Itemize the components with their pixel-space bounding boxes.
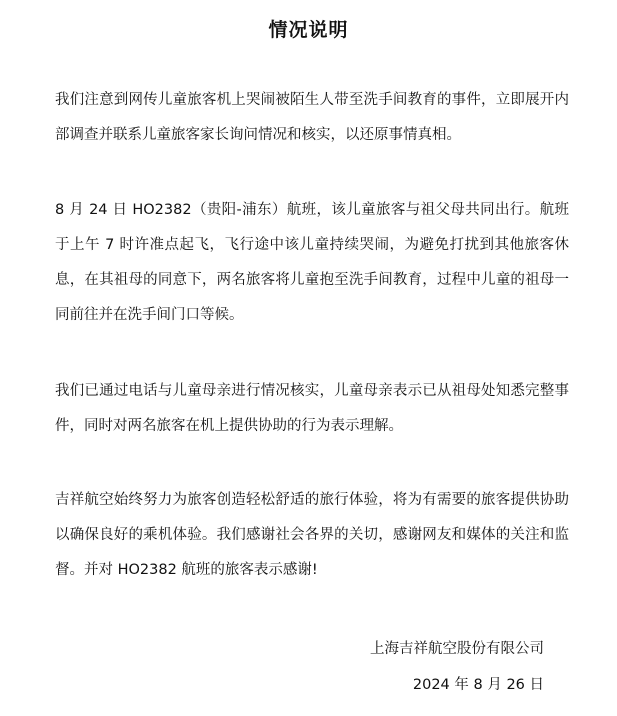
statement-date: 2024 年 8 月 26 日 — [412, 677, 544, 693]
paragraph-verification: 我们已通过电话与儿童母亲进行情况核实，儿童母亲表示已从祖母处知悉完整事件，同时对两名旅客在机上提供协助的行为表示理解。 — [55, 383, 569, 434]
paragraph-commitment: 吉祥航空始终努力为旅客创造轻松舒适的旅行体验，将为有需要的旅客提供协助以确保良好的乘机体验。我们感谢社会各界的关切，感谢网友和媒体的关注和监督。并对 HO2382 航班的旅客表示感谢! — [55, 492, 569, 578]
paragraph-investigation: 我们注意到网传儿童旅客机上哭闹被陌生人带至洗手间教育的事件，立即展开内部调查并联系儿童旅客家长询问情况和核实，以还原事情真相。 — [55, 92, 569, 143]
document-title: 情况说明 — [268, 19, 349, 41]
paragraph-flight-details: 8 月 24 日 HO2382（贵阳-浦东）航班，该儿童旅客与祖父母共同出行。航班于上午 7 时许准点起飞，飞行途中该儿童持续哭闹，为避免打扰到其他旅客休息，在其祖母的同意下，两名旅客将儿童抱至洗手间教育，过程中儿童的祖母一同前往并在洗手间门口等候。 — [55, 202, 569, 323]
company-signature: 上海吉祥航空股份有限公司 — [370, 641, 544, 657]
